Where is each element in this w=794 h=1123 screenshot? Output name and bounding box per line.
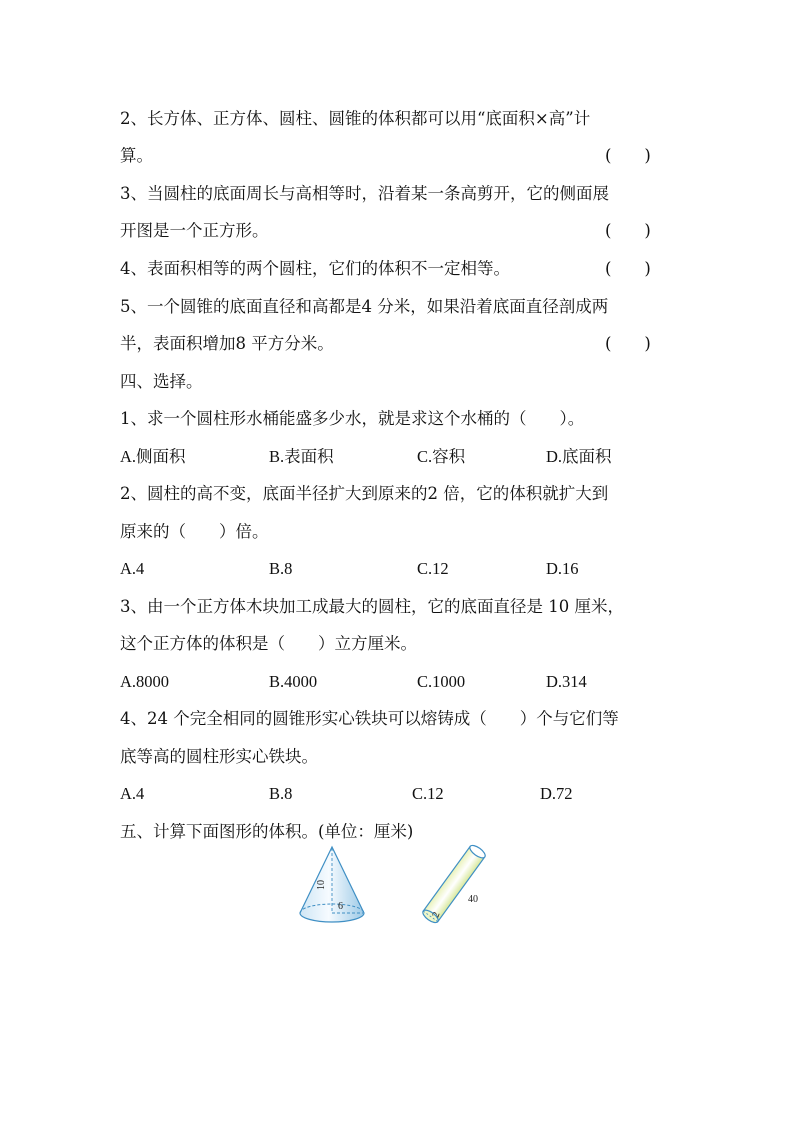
judge-q2-answer-blank: ( ) [605, 146, 651, 165]
choice-q1-option-a: A.侧面积 [120, 447, 186, 466]
cone-radius-label: 6 [338, 901, 343, 912]
cone-figure [294, 843, 370, 927]
judge-q5-line1: 5、一个圆锥的底面直径和高都是4 分米，如果沿着底面直径剖成两 [120, 297, 609, 316]
choice-q4-option-a: A.4 [120, 784, 145, 803]
cylinder-figure [416, 838, 496, 930]
choice-q4-line2: 底等高的圆柱形实心铁块。 [120, 747, 318, 766]
choice-q3-option-d: D.314 [546, 672, 587, 691]
judge-q5-line2: 半，表面积增加8 平方分米。 [120, 334, 334, 353]
judge-q4-answer-blank: ( ) [605, 259, 651, 278]
judge-q2-line2: 算。 [120, 146, 153, 165]
choice-q4-option-c: C.12 [412, 784, 444, 803]
choice-q3-option-a: A.8000 [120, 672, 170, 691]
choice-q4-option-d: D.72 [540, 784, 573, 803]
choice-q3-line2: 这个正方体的体积是（ ）立方厘米。 [120, 634, 417, 653]
choice-q1-option-d: D.底面积 [546, 447, 612, 466]
choice-q2-line1: 2、圆柱的高不变，底面半径扩大到原来的2 倍，它的体积就扩大到 [120, 484, 609, 503]
choice-q1-line1: 1、求一个圆柱形水桶能盛多少水，就是求这个水桶的（ ）。 [120, 409, 585, 428]
choice-q2-option-b: B.8 [269, 559, 293, 578]
judge-q4-line1: 4、表面积相等的两个圆柱，它们的体积不一定相等。 [120, 259, 510, 278]
judge-q3-line2: 开图是一个正方形。 [120, 221, 269, 240]
judge-q5-answer-blank: ( ) [605, 334, 651, 353]
choice-q3-line1: 3、由一个正方体木块加工成最大的圆柱，它的底面直径是 10 厘米， [120, 597, 624, 616]
choice-q2-option-a: A.4 [120, 559, 145, 578]
cylinder-length-label: 40 [468, 894, 478, 905]
judge-q3-answer-blank: ( ) [605, 221, 651, 240]
choice-q2-line2: 原来的（ ）倍。 [120, 522, 269, 541]
choice-q4-line1: 4、24 个完全相同的圆锥形实心铁块可以熔铸成（ ）个与它们等 [120, 709, 619, 728]
choice-q1-option-c: C.容积 [417, 447, 466, 466]
section-calc-heading: 五、计算下面图形的体积。(单位：厘米) [120, 822, 414, 841]
choice-q1-option-b: B.表面积 [269, 447, 334, 466]
judge-q2-line1: 2、长方体、正方体、圆柱、圆锥的体积都可以用“底面积×高”计 [120, 109, 591, 128]
choice-q2-option-c: C.12 [417, 559, 449, 578]
judge-q3-line1: 3、当圆柱的底面周长与高相等时，沿着某一条高剪开，它的侧面展 [120, 184, 609, 203]
cone-height-label: 10 [316, 880, 327, 890]
choice-q4-option-b: B.8 [269, 784, 293, 803]
choice-q3-option-c: C.1000 [417, 672, 466, 691]
cylinder-diameter-label: 2 [430, 910, 443, 920]
choice-q3-option-b: B.4000 [269, 672, 318, 691]
choice-q2-option-d: D.16 [546, 559, 579, 578]
section-choice-heading: 四、选择。 [120, 372, 203, 391]
